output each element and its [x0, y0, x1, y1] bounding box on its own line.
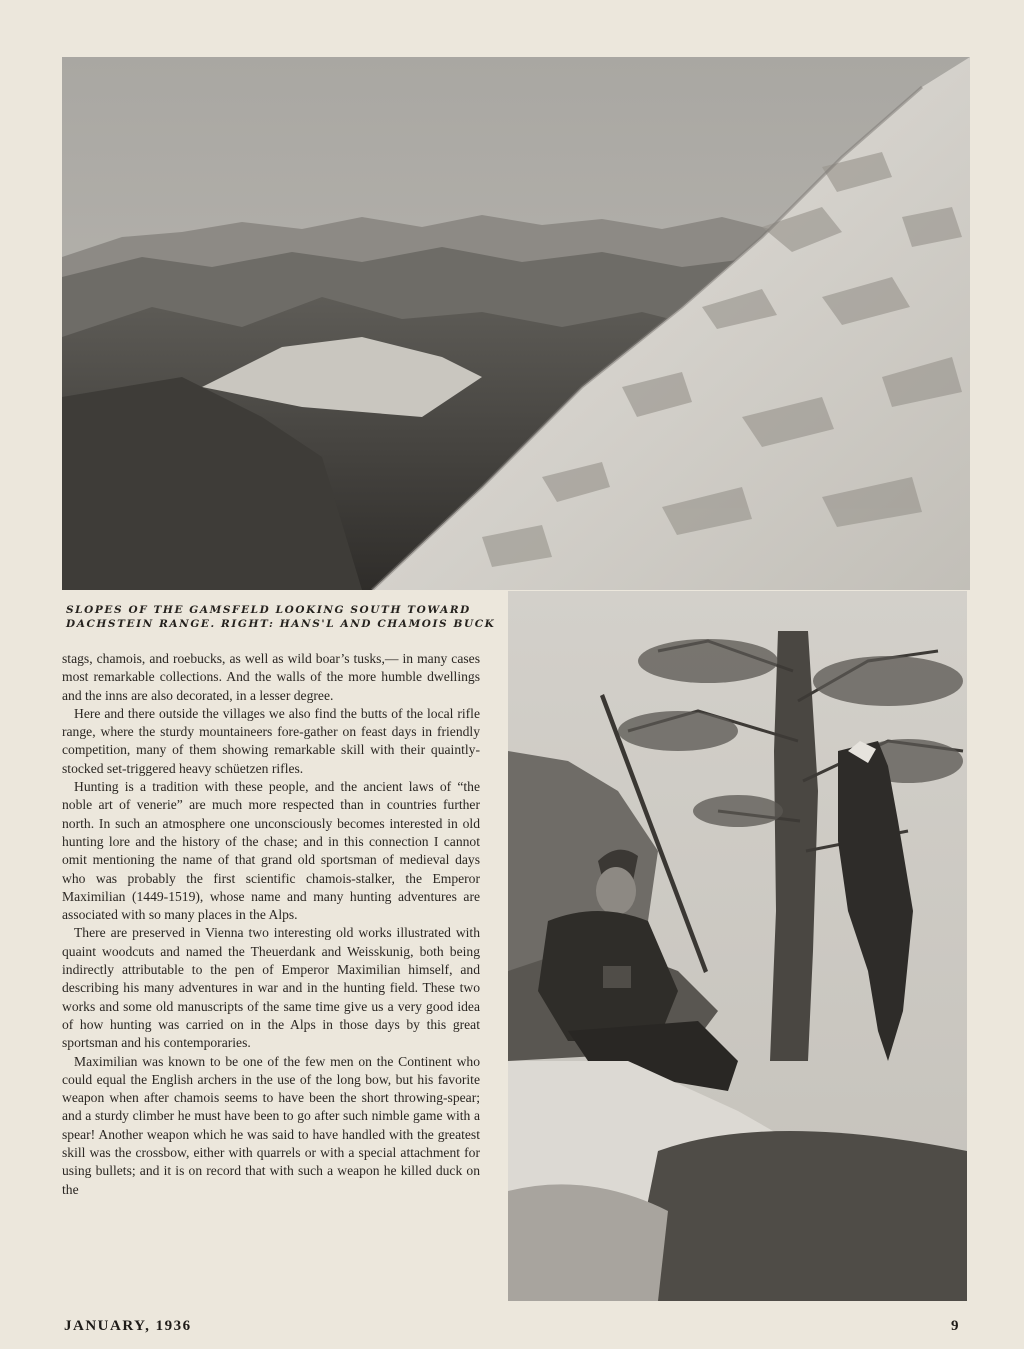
mountain-slope-illustration	[62, 57, 970, 590]
hunter-chamois-photo	[508, 591, 967, 1301]
paragraph: There are preserved in Vienna two interesting old works illustrated with quaint woodcuts and named the Theuerdank and Weisskunig, both being indirectly attributable to the pen of Emperor Maximilian himself, and describing his many adventures in war and in the hunting field. These two works and some old manuscripts of the same time give us a very good idea of how hunting was carried on in the Alps in those days by this great sportsman and his contemporaries.	[62, 925, 480, 1051]
caption-line-1: SLOPES OF THE GAMSFELD LOOKING SOUTH TOWARD	[66, 604, 471, 616]
issue-date: JANUARY, 1936	[64, 1318, 192, 1334]
paragraph: Hunting is a tradition with these people, and the ancient laws of “the noble art of venerie” are much more respected than in countries further north. In such an atmosphere one unconsciously becomes interested in old hunting lore and the history of the chase; and in this connection I cannot omit mentioning the name of that grand old sportsman of medieval days who was probably the first scientific chamois-stalker, the Emperor Maximilian (1449-1519), whose name and many hunting adventures are associated with so many places in the Alps.	[62, 779, 480, 923]
paragraph: Here and there outside the villages we also find the butts of the local rifle range, where the sturdy mountaineers fore-gather on feast days in friendly competition, many of them showing remarkable skill with their quaintly-stocked set-triggered heavy schüetzen rifles.	[62, 705, 480, 776]
page-number: 9	[951, 1318, 959, 1334]
mountain-slope-photo	[62, 57, 970, 590]
photo-caption	[66, 603, 496, 631]
paragraph: Maximilian was known to be one of the few men on the Continent who could equal the English archers in the use of the long bow, but his favorite weapon when after chamois seems to have been the short throwing-spear; and a sturdy climber he must have been to go after such nimble game with a spear! Another weapon which he was said to have handled with the greatest skill was the crossbow, either with quarrels or with a special attachment for using bullets; and it is on record that with such a weapon he killed duck on the	[62, 1053, 480, 1197]
paragraph: stags, chamois, and roebucks, as well as wild boar’s tusks,— in many cases most remarkable collections. And the walls of the more humble dwellings and the inns are also decorated, in a lesser degree.	[62, 651, 480, 703]
article-body	[62, 650, 480, 1199]
caption-line-2: DACHSTEIN RANGE. RIGHT: HANS'L AND CHAMOIS BUCK	[66, 618, 496, 630]
hunter-chamois-illustration	[508, 591, 967, 1301]
